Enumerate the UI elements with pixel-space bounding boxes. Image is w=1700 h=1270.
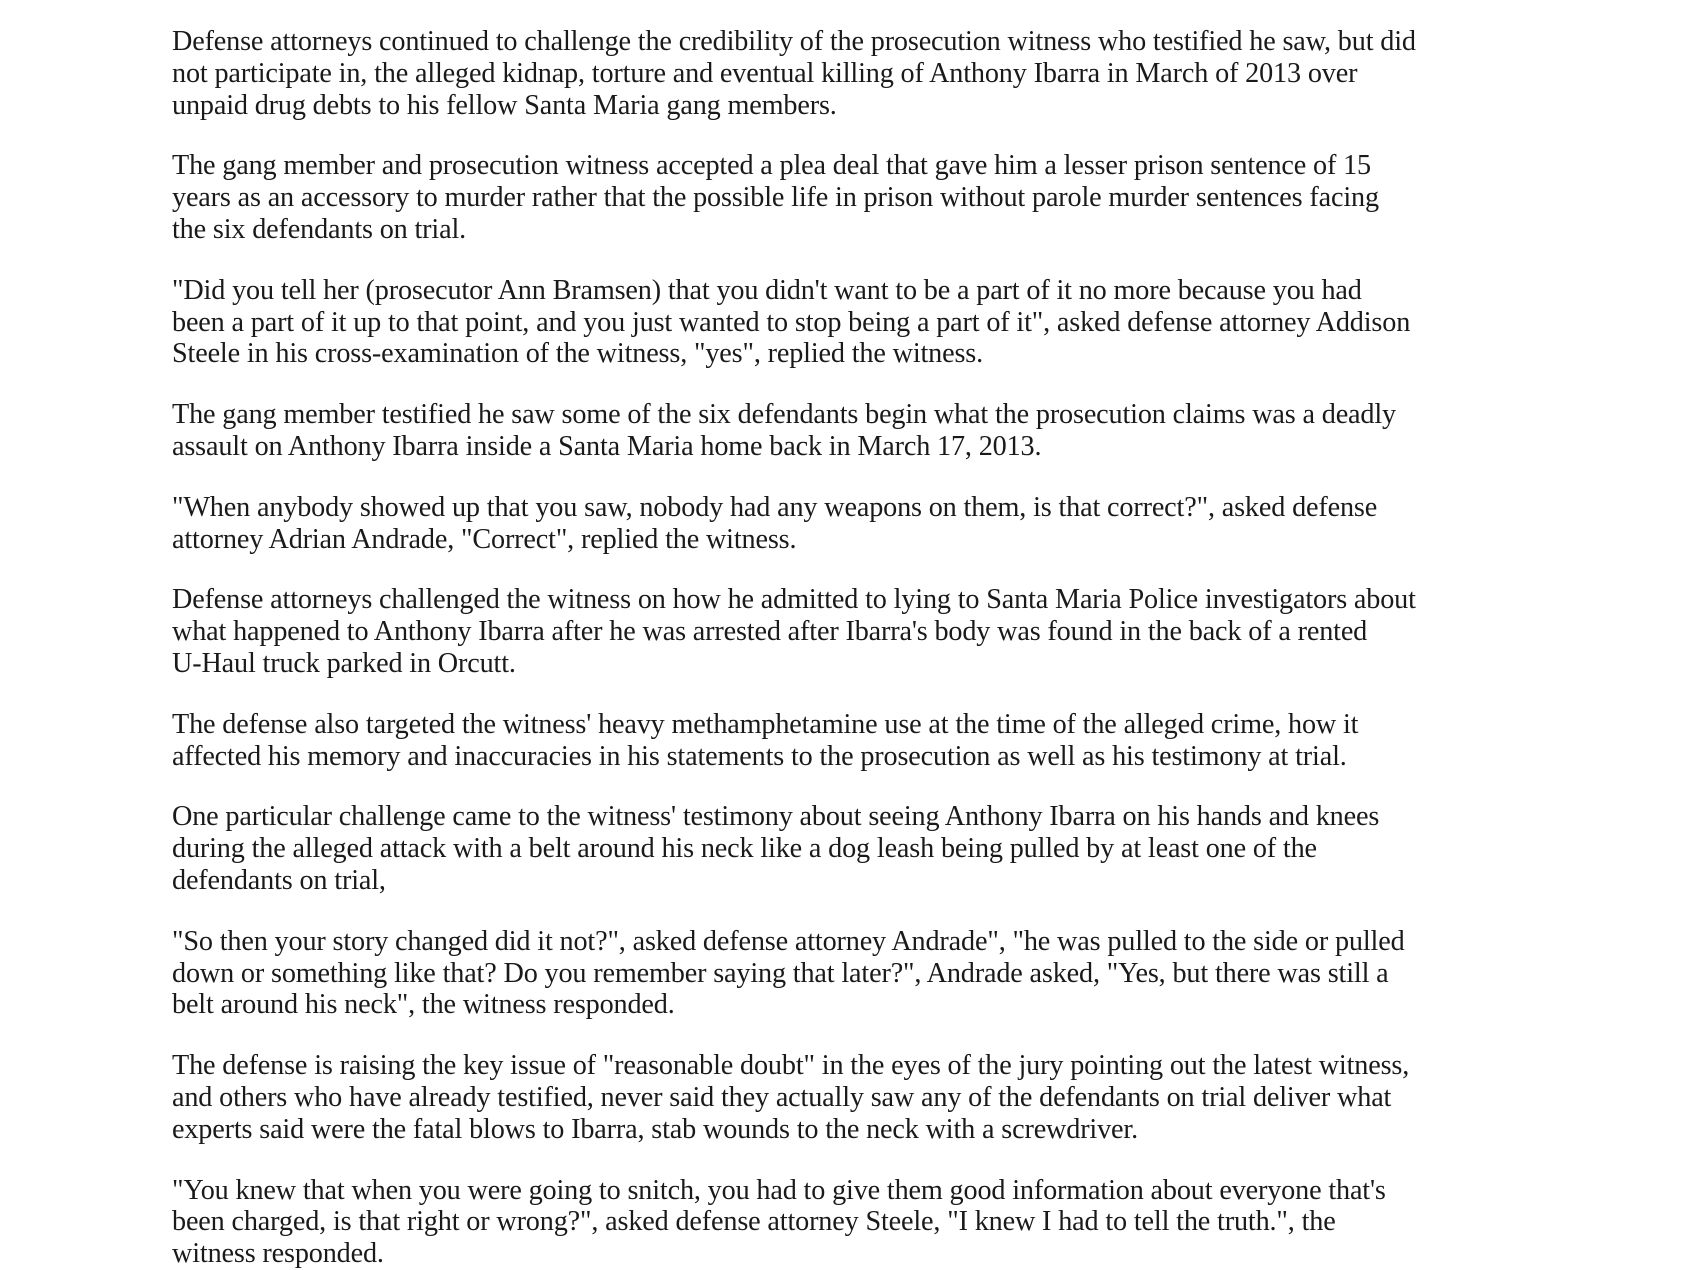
paragraph-5: "When anybody showed up that you saw, nobody had any weapons on them, is that correct?", asked defense attorney Adrian Andrade, "Correct", replied the witness. bbox=[172, 491, 1378, 555]
paragraph-1: Defense attorneys continued to challenge the credibility of the prosecution witness who testified he saw, but did not participate in, the alleged kidnap, torture and eventual killing of Anthony Ibarra in March of 2013 over unpaid drug debts to his fellow Santa Maria gang members. bbox=[172, 26, 1416, 121]
paragraph-11: "You knew that when you were going to snitch, you had to give them good information about everyone that's been charged, is that right or wrong?", asked defense attorney Steele, "I knew I had to tell the truth.", the witness responded. bbox=[172, 1174, 1386, 1270]
paragraph-4: The gang member testified he saw some of the six defendants begin what the prosecution claims was a deadly assault on Anthony Ibarra inside a Santa Maria home back in March 17, 2013. bbox=[172, 399, 1396, 462]
paragraph-8: One particular challenge came to the witness' testimony about seeing Anthony Ibarra on his hands and knees during the alleged attack with a belt around his neck like a dog leash being pulled by at least one of the defendants on trial, bbox=[172, 801, 1380, 896]
paragraph-3: "Did you tell her (prosecutor Ann Bramsen) that you didn't want to be a part of it no more because you had been a part of it up to that point, and you just wanted to stop being a part of it", asked defense attorney Addison Steele in his cross-examination of the witness, "yes", replied the witness. bbox=[172, 274, 1411, 370]
paragraph-10: The defense is raising the key issue of "reasonable doubt" in the eyes of the jury pointing out the latest witness, and others who have already testified, never said they actually saw any of the defendants on trial deliver what experts said were the fatal blows to Ibarra, stab wounds to the neck with a screwdriver. bbox=[172, 1050, 1410, 1145]
paragraph-9: "So then your story changed did it not?", asked defense attorney Andrade", "he was pulled to the side or pulled down or something like that? Do you remember saying that later?", Andrade asked, "Yes, but there was still a belt around his neck", the witness responded. bbox=[172, 925, 1405, 1021]
paragraph-7: The defense also targeted the witness' heavy methamphetamine use at the time of the alleged crime, how it affected his memory and inaccuracies in his statements to the prosecution as well as his testimony at trial. bbox=[172, 708, 1359, 772]
paragraph-6: Defense attorneys challenged the witness on how he admitted to lying to Santa Maria Police investigators about what happened to Anthony Ibarra after he was arrested after Ibarra's body was found in the back of a rented U-Haul truck parked in Orcutt. bbox=[172, 584, 1416, 679]
paragraph-2: The gang member and prosecution witness accepted a plea deal that gave him a lesser prison sentence of 15 years as an accessory to murder rather that the possible life in prison without parole murder sentences facing the six defendants on trial. bbox=[172, 150, 1379, 245]
article-body bbox=[172, 26, 1562, 1270]
